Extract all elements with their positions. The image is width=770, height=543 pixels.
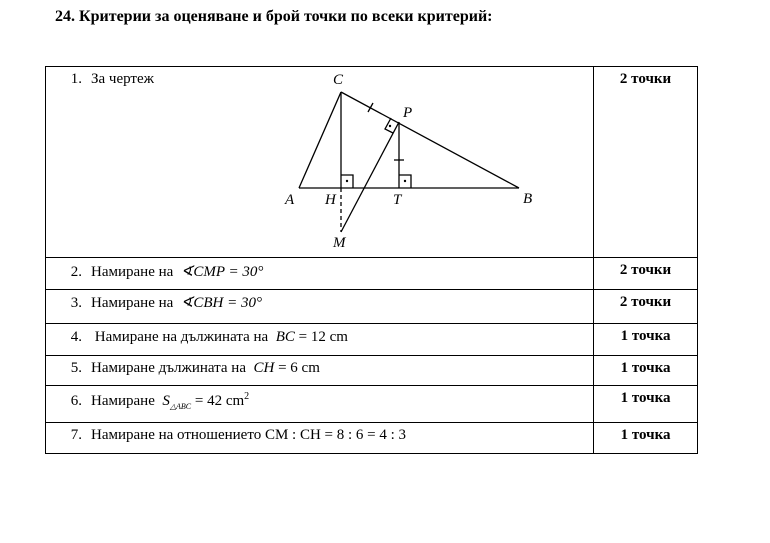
row-number: 7. (70, 427, 82, 443)
criterion-math-value: = 12 cm (294, 329, 348, 345)
table-row (46, 290, 698, 324)
points-cell (594, 67, 698, 258)
criterion-cell (46, 290, 594, 324)
criterion-math-var: BC (275, 329, 295, 345)
criterion-text: Намиране дължината на (91, 360, 246, 376)
criterion-math: ∢CMP = 30° (180, 264, 264, 280)
criterion-cell (46, 356, 594, 386)
criterion-text: Намиране на отношението (91, 427, 262, 443)
label-m: M (333, 235, 346, 251)
criteria-table (45, 66, 698, 454)
criterion-math: ∢CBH = 30° (180, 295, 262, 311)
points-value: 1 точка (620, 360, 671, 376)
criterion-math: CM : CH = 8 : 6 = 4 : 3 (264, 427, 407, 443)
table-row (46, 356, 698, 386)
points-cell (594, 258, 698, 290)
label-p: P (403, 105, 413, 121)
criterion-cell (46, 386, 594, 423)
criterion-cell (46, 324, 594, 356)
row-number: 3. (70, 295, 82, 311)
side-ac (299, 92, 341, 188)
row-number: 4. (70, 329, 82, 345)
label-t: T (393, 192, 402, 208)
table-row (46, 324, 698, 356)
criterion-cell (46, 67, 594, 258)
row-number: 5. (70, 360, 82, 376)
points-cell (594, 324, 698, 356)
row-number: 2. (70, 264, 82, 280)
side-cb (341, 92, 519, 188)
row-number: 6. (70, 393, 82, 409)
page-heading: 24. Критерии за оценяване и брой точки по всеки критерий: (55, 8, 493, 25)
criterion-text: Намиране на (91, 295, 174, 311)
criterion-math-value: = 6 cm (274, 360, 320, 376)
points-value: 1 точка (620, 390, 671, 406)
criterion-text: Намиране (91, 393, 155, 409)
points-value: 1 точка (620, 427, 671, 443)
segment-mp (341, 122, 399, 232)
area-symbol: S (162, 393, 170, 409)
points-value: 2 точки (619, 71, 672, 87)
table-row (46, 386, 698, 423)
table-row (46, 258, 698, 290)
points-cell (594, 386, 698, 423)
label-c: C (333, 72, 344, 88)
criterion-text: За чертеж (91, 71, 155, 87)
area-superscript: 2 (244, 391, 250, 402)
points-value: 1 точка (620, 328, 671, 344)
points-cell (594, 356, 698, 386)
criterion-math-value: = 42 cm (191, 393, 245, 409)
label-b: B (523, 191, 533, 207)
table-row (46, 67, 698, 258)
table-row (46, 423, 698, 454)
area-subscript: △ABC (169, 402, 192, 411)
points-value: 2 точки (619, 294, 672, 310)
points-cell (594, 290, 698, 324)
row-number: 1. (70, 71, 82, 87)
label-h: H (325, 192, 336, 208)
points-cell (594, 423, 698, 454)
criterion-cell (46, 423, 594, 454)
points-value: 2 точки (619, 262, 672, 278)
criterion-cell (46, 258, 594, 290)
criterion-text: Намиране на дължината на (94, 329, 269, 345)
criterion-text: Намиране на (91, 264, 174, 280)
criterion-math-var: CH (253, 360, 275, 376)
label-a: A (285, 192, 295, 208)
triangle-diagram (271, 67, 571, 257)
